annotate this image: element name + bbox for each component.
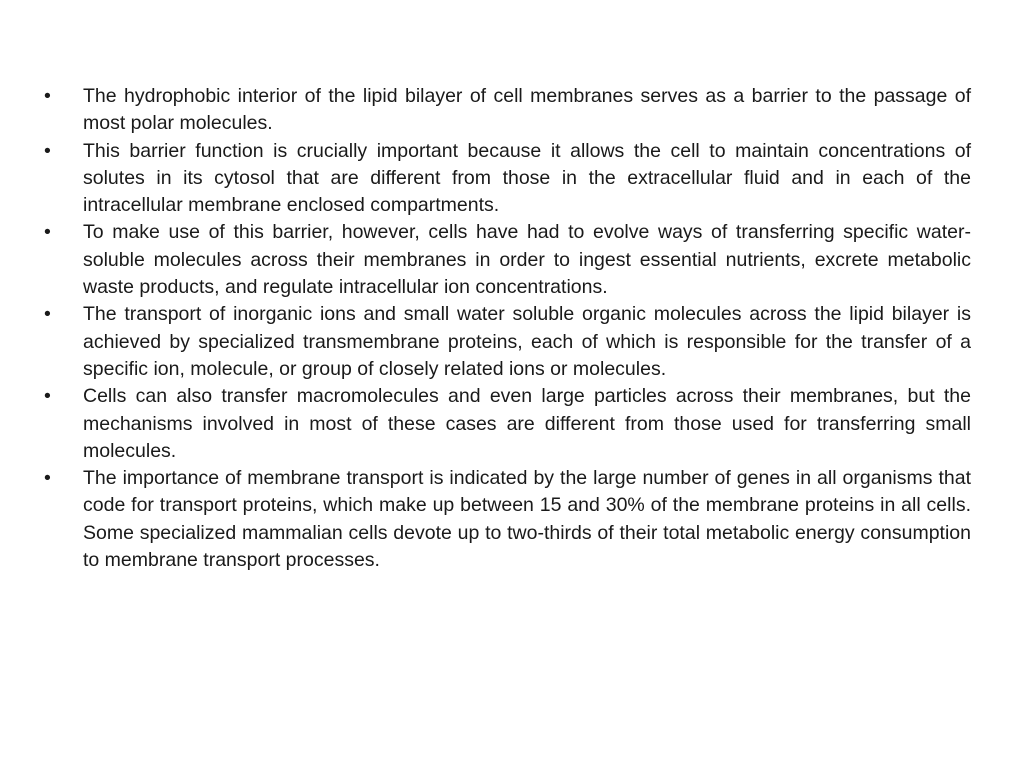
bullet-icon: • [44, 85, 51, 107]
bullet-text: The transport of inorganic ions and small water soluble organic molecules across the lipid bilayer is achieved by specialized transmembrane proteins, each of which is responsible for the transfer of a specific ion, molecule, or group of closely related ions or molecules. [83, 303, 971, 380]
bullet-text: The importance of membrane transport is indicated by the large number of genes in all organisms that code for transport proteins, which make up between 15 and 30% of the membrane proteins in all cells. Some specialized mammalian cells devote up to two-thirds of their total metabolic energy consumption to membrane transport processes. [83, 467, 971, 572]
bullet-item [40, 465, 971, 574]
bullet-icon: • [44, 221, 51, 244]
bullet-icon: • [44, 303, 51, 326]
bullet-icon: • [44, 467, 51, 490]
bullet-item [40, 219, 971, 301]
bullet-icon: • [44, 385, 51, 408]
bullet-item [40, 83, 971, 138]
bullet-text: The hydrophobic interior of the lipid bilayer of cell membranes serves as a barrier to the passage of most polar molecules. [83, 85, 971, 135]
bullet-item [40, 138, 971, 220]
bullet-text: This barrier function is crucially important because it allows the cell to maintain concentrations of solutes in its cytosol that are different from those in the extracellular fluid and in each of the intracellular membrane enclosed compartments. [83, 139, 971, 217]
bullet-text: Cells can also transfer macromolecules and even large particles across their membranes, but the mechanisms involved in most of these cases are different from those used for transferring small molecules. [83, 385, 971, 462]
bullet-icon: • [44, 139, 51, 162]
bullet-list [40, 83, 971, 574]
bullet-item [40, 383, 971, 465]
bullet-item [40, 301, 971, 383]
bullet-text: To make use of this barrier, however, cells have had to evolve ways of transferring specific water-soluble molecules across their membranes in order to ingest essential nutrients, excrete metabolic waste products, and regulate intracellular ion concentrations. [83, 221, 971, 299]
